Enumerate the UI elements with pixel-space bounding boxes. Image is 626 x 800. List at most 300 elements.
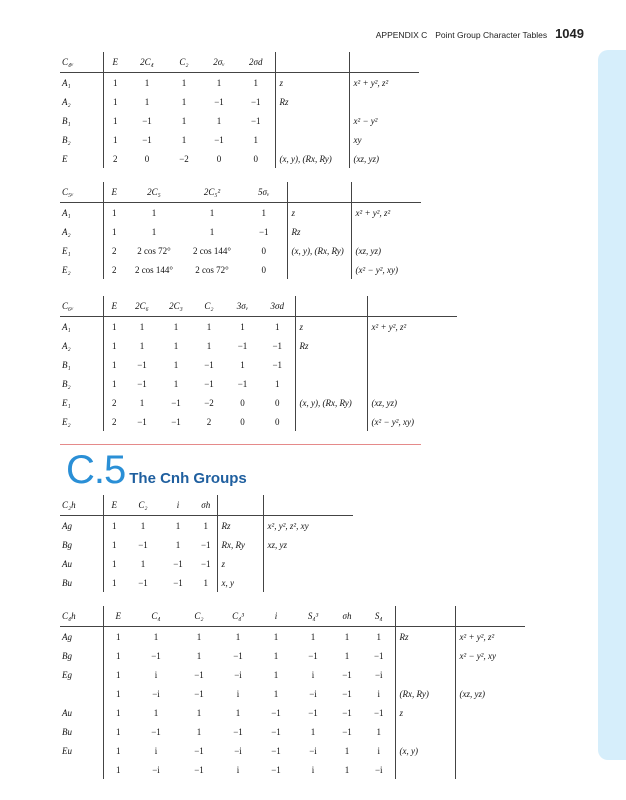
- basis-function: Rz: [217, 516, 263, 536]
- basis-function: [455, 703, 525, 722]
- character-value: 1: [181, 96, 187, 107]
- running-header: [376, 26, 584, 41]
- character-value: −1: [342, 669, 352, 680]
- table-row: [60, 73, 419, 93]
- header-title: Point Group Character Tables: [435, 30, 548, 40]
- character-value: 1: [112, 321, 117, 332]
- basis-function: Rz: [295, 336, 367, 355]
- column-header: [455, 606, 525, 627]
- character-value: 1: [116, 631, 121, 642]
- character-value: 1: [112, 577, 117, 588]
- character-value: −1: [173, 577, 183, 588]
- basis-function: x, y: [217, 573, 263, 592]
- basis-function: (xz, yz): [351, 241, 421, 260]
- basis-function: [395, 665, 455, 684]
- character-value: 1: [112, 539, 117, 550]
- character-value: 0: [216, 153, 222, 164]
- character-value: −i: [309, 745, 317, 756]
- irrep-label: E₁: [60, 393, 103, 412]
- basis-function: x² + y², z²: [351, 203, 421, 223]
- basis-function: (Rx, Ry): [395, 684, 455, 703]
- character-value: −1: [137, 378, 147, 389]
- column-header: C₂: [167, 52, 201, 73]
- character-value: i: [236, 688, 240, 699]
- irrep-label: Bg: [60, 646, 103, 665]
- basis-function: (x² − y², xy): [351, 260, 421, 279]
- basis-function: [287, 260, 351, 279]
- irrep-label: E₂: [60, 412, 103, 431]
- basis-function: (x, y): [395, 741, 455, 760]
- irrep-label: E₁: [60, 241, 103, 260]
- character-value: −1: [233, 650, 243, 661]
- basis-function: [395, 646, 455, 665]
- irrep-label: B₁: [60, 111, 103, 130]
- character-value: 1: [275, 321, 280, 332]
- column-header: 2C₄: [127, 52, 167, 73]
- character-value: −1: [214, 134, 224, 145]
- basis-function: x² − y², xy: [455, 646, 525, 665]
- table-row: [60, 111, 419, 130]
- section-rule: [60, 444, 421, 445]
- basis-function: [295, 374, 367, 393]
- character-value: −1: [272, 340, 283, 351]
- character-value: 1: [206, 321, 212, 332]
- character-value: −1: [271, 707, 281, 718]
- character-value: 1: [173, 321, 179, 332]
- column-header: [217, 495, 263, 516]
- basis-function: x² + y², z²: [367, 317, 457, 337]
- basis-function: z: [217, 554, 263, 573]
- table-row: [60, 374, 457, 393]
- character-value: 1: [175, 539, 181, 550]
- character-value: 1: [116, 745, 121, 756]
- character-value: 2: [113, 153, 118, 164]
- character-value: 1: [144, 96, 150, 107]
- column-header: [349, 52, 419, 73]
- character-value: i: [377, 745, 380, 756]
- page-number: 1049: [555, 26, 584, 41]
- character-value: 0: [144, 153, 150, 164]
- character-value: 1: [112, 226, 117, 237]
- character-value: −1: [151, 650, 161, 661]
- character-value: 1: [173, 378, 179, 389]
- basis-function: (x, y), (Rx, Ry): [287, 241, 351, 260]
- character-value: −1: [171, 416, 181, 427]
- character-value: 1: [376, 631, 381, 642]
- character-value: 2 cos 72°: [137, 245, 171, 256]
- character-value: 1: [203, 577, 208, 588]
- basis-function: z: [295, 317, 367, 337]
- table-header-row: [60, 52, 419, 73]
- basis-function: x² + y², z²: [455, 627, 525, 647]
- column-header: [351, 182, 421, 203]
- table-header-row: [60, 495, 353, 516]
- table-row: [60, 260, 421, 279]
- character-value: −1: [138, 539, 148, 550]
- character-value: −1: [194, 688, 204, 699]
- irrep-label: E₂: [60, 260, 103, 279]
- basis-function: Rz: [275, 92, 349, 111]
- basis-function: (xz, yz): [367, 393, 457, 412]
- character-value: 2 cos 72°: [195, 264, 229, 275]
- irrep-label: A₂: [60, 92, 103, 111]
- column-header: S₄: [363, 606, 395, 627]
- basis-function: Rz: [287, 222, 351, 241]
- character-value: 0: [275, 416, 280, 427]
- table-row: [60, 741, 525, 760]
- basis-function: x² + y², z²: [349, 73, 419, 93]
- character-value: −i: [309, 688, 317, 699]
- character-value: 1: [181, 115, 187, 126]
- column-header: C₆ᵥ: [60, 296, 103, 317]
- character-value: 1: [235, 631, 241, 642]
- column-header: C₂: [179, 606, 219, 627]
- irrep-label: E: [60, 149, 103, 168]
- character-value: 1: [113, 134, 118, 145]
- character-value: 1: [273, 650, 279, 661]
- column-header: σh: [331, 606, 363, 627]
- character-value: 2: [112, 416, 117, 427]
- character-value: 1: [253, 134, 258, 145]
- table-row: [60, 516, 353, 536]
- irrep-label: Au: [60, 703, 103, 722]
- basis-function: [367, 336, 457, 355]
- table-row: [60, 355, 457, 374]
- table-row: [60, 703, 525, 722]
- character-value: 1: [209, 207, 215, 218]
- irrep-label: A₂: [60, 222, 103, 241]
- section-heading: [66, 448, 247, 493]
- table-row: [60, 554, 353, 573]
- column-header: [275, 52, 349, 73]
- basis-function: [455, 722, 525, 741]
- irrep-label: A₁: [60, 203, 103, 223]
- character-value: −1: [342, 726, 352, 737]
- basis-function: xy: [349, 130, 419, 149]
- character-value: −1: [204, 378, 214, 389]
- character-value: 1: [181, 134, 187, 145]
- character-value: 2: [112, 264, 117, 275]
- character-value: −1: [194, 745, 204, 756]
- column-header: [367, 296, 457, 317]
- character-value: −i: [234, 669, 242, 680]
- character-value: −1: [342, 688, 352, 699]
- irrep-label: [60, 760, 103, 779]
- table-row: [60, 412, 457, 431]
- character-value: 1: [112, 520, 117, 531]
- character-value: −1: [151, 726, 161, 737]
- character-value: 1: [196, 631, 202, 642]
- basis-function: (xz, yz): [455, 684, 525, 703]
- character-value: 1: [275, 378, 280, 389]
- basis-function: z: [275, 73, 349, 93]
- character-value: 2: [112, 397, 117, 408]
- column-header: C₂h: [60, 495, 103, 516]
- character-value: 1: [344, 631, 350, 642]
- column-header: 2C₅: [125, 182, 183, 203]
- c2h-character-table: [60, 495, 353, 592]
- character-value: 1: [116, 650, 121, 661]
- c4v-character-table: [60, 52, 419, 168]
- column-header: C₅ᵥ: [60, 182, 103, 203]
- character-value: −i: [374, 669, 383, 680]
- character-value: 1: [203, 520, 208, 531]
- character-value: 1: [273, 688, 279, 699]
- irrep-label: Ag: [60, 516, 103, 536]
- irrep-label: B₁: [60, 355, 103, 374]
- character-value: 1: [173, 340, 179, 351]
- character-value: −1: [237, 340, 248, 351]
- character-value: 1: [240, 359, 245, 370]
- character-value: −1: [194, 669, 204, 680]
- column-header: 5σᵥ: [241, 182, 287, 203]
- column-header: σh: [195, 495, 217, 516]
- irrep-label: A₁: [60, 73, 103, 93]
- basis-function: (x, y), (Rx, Ry): [275, 149, 349, 168]
- character-value: 1: [113, 115, 118, 126]
- basis-function: [367, 374, 457, 393]
- basis-function: Rx, Ry: [217, 535, 263, 554]
- irrep-label: Eu: [60, 741, 103, 760]
- column-header: E: [103, 182, 125, 203]
- irrep-label: Bu: [60, 722, 103, 741]
- character-value: −1: [271, 745, 281, 756]
- character-value: −1: [137, 359, 147, 370]
- basis-function: [367, 355, 457, 374]
- character-value: −1: [138, 577, 148, 588]
- character-value: 0: [240, 416, 245, 427]
- character-value: −1: [204, 359, 214, 370]
- table-header-row: [60, 182, 421, 203]
- irrep-label: Bg: [60, 535, 103, 554]
- section-number: C.5: [66, 448, 126, 492]
- side-tab: [598, 50, 626, 760]
- character-value: 1: [116, 726, 121, 737]
- character-value: 1: [116, 688, 121, 699]
- character-value: 1: [139, 397, 145, 408]
- character-value: 1: [153, 707, 159, 718]
- character-value: 1: [206, 340, 212, 351]
- table-row: [60, 317, 457, 337]
- basis-function: [351, 222, 421, 241]
- column-header: i: [257, 606, 295, 627]
- section-title: The Cnh Groups: [129, 470, 247, 487]
- basis-function: [263, 573, 353, 592]
- table-row: [60, 203, 421, 223]
- character-value: −i: [234, 745, 242, 756]
- character-value: 0: [261, 245, 266, 256]
- column-header: C₄: [133, 606, 179, 627]
- character-value: 2 cos 144°: [134, 264, 174, 275]
- character-value: −1: [271, 764, 281, 775]
- character-value: −1: [272, 359, 283, 370]
- character-value: 0: [261, 264, 266, 275]
- character-value: 1: [116, 707, 121, 718]
- character-value: −1: [142, 115, 152, 126]
- character-value: 1: [376, 726, 381, 737]
- basis-function: Rz: [395, 627, 455, 647]
- character-value: i: [311, 669, 315, 680]
- character-value: 1: [116, 764, 121, 775]
- column-header: 2C₆: [125, 296, 159, 317]
- basis-function: [455, 741, 525, 760]
- character-value: −1: [171, 397, 181, 408]
- irrep-label: Au: [60, 554, 103, 573]
- table-header-row: [60, 606, 525, 627]
- character-value: 1: [112, 558, 117, 569]
- basis-function: z: [395, 703, 455, 722]
- character-value: 1: [140, 558, 146, 569]
- character-value: 1: [140, 520, 146, 531]
- character-value: −i: [374, 764, 383, 775]
- character-value: 1: [216, 77, 222, 88]
- irrep-label: Ag: [60, 627, 103, 647]
- character-value: −1: [250, 115, 261, 126]
- character-value: −1: [200, 539, 211, 550]
- character-value: −1: [173, 558, 183, 569]
- character-value: 1: [344, 650, 350, 661]
- basis-function: [295, 355, 367, 374]
- basis-function: [455, 760, 525, 779]
- column-header: 2σd: [237, 52, 275, 73]
- character-value: 0: [253, 153, 258, 164]
- table-row: [60, 646, 525, 665]
- character-value: 0: [275, 397, 280, 408]
- character-value: −1: [308, 650, 318, 661]
- basis-function: z: [287, 203, 351, 223]
- character-value: 1: [112, 378, 117, 389]
- column-header: C₂: [193, 296, 225, 317]
- character-value: −1: [271, 726, 281, 737]
- character-value: −2: [179, 153, 189, 164]
- character-value: −1: [373, 707, 384, 718]
- basis-function: [275, 111, 349, 130]
- basis-function: [349, 92, 419, 111]
- table-row: [60, 665, 525, 684]
- character-value: −1: [308, 707, 318, 718]
- character-value: 1: [116, 669, 121, 680]
- character-value: 1: [253, 77, 258, 88]
- character-value: 1: [113, 77, 118, 88]
- column-header: S₄³: [295, 606, 331, 627]
- c6v-character-table: [60, 296, 457, 431]
- basis-function: x², y², z², xy: [263, 516, 353, 536]
- table-row: [60, 92, 419, 111]
- irrep-label: [60, 684, 103, 703]
- character-value: −2: [204, 397, 214, 408]
- irrep-label: B₂: [60, 130, 103, 149]
- basis-function: [455, 665, 525, 684]
- table-row: [60, 336, 457, 355]
- table-row: [60, 573, 353, 592]
- character-value: 0: [240, 397, 245, 408]
- character-value: i: [311, 764, 315, 775]
- column-header: i: [161, 495, 195, 516]
- character-value: −1: [214, 96, 224, 107]
- character-value: −1: [194, 764, 204, 775]
- character-value: i: [154, 669, 158, 680]
- table-header-row: [60, 296, 457, 317]
- basis-function: [395, 722, 455, 741]
- irrep-label: A₁: [60, 317, 103, 337]
- character-value: 1: [112, 207, 117, 218]
- basis-function: x² − y²: [349, 111, 419, 130]
- c4h-character-table: [60, 606, 525, 779]
- character-value: 1: [310, 631, 316, 642]
- character-value: 1: [310, 726, 316, 737]
- character-value: −1: [342, 707, 352, 718]
- character-value: −1: [373, 650, 384, 661]
- column-header: 2C₃: [159, 296, 193, 317]
- table-row: [60, 684, 525, 703]
- character-value: −i: [152, 688, 160, 699]
- character-value: 1: [196, 726, 202, 737]
- character-value: 1: [196, 707, 202, 718]
- irrep-label: Eg: [60, 665, 103, 684]
- irrep-label: B₂: [60, 374, 103, 393]
- column-header: E: [103, 495, 125, 516]
- column-header: C₄³: [219, 606, 257, 627]
- character-value: i: [377, 688, 380, 699]
- column-header: [287, 182, 351, 203]
- basis-function: [263, 554, 353, 573]
- character-value: 1: [273, 631, 279, 642]
- column-header: [295, 296, 367, 317]
- character-value: 1: [112, 359, 117, 370]
- character-value: −i: [152, 764, 160, 775]
- table-row: [60, 241, 421, 260]
- basis-function: [295, 412, 367, 431]
- column-header: E: [103, 606, 133, 627]
- character-value: 1: [153, 631, 159, 642]
- character-value: 2 cos 144°: [192, 245, 232, 256]
- character-value: 1: [151, 226, 157, 237]
- character-value: 1: [181, 77, 187, 88]
- irrep-label: Bu: [60, 573, 103, 592]
- character-value: 1: [113, 96, 118, 107]
- basis-function: (x² − y², xy): [367, 412, 457, 431]
- character-value: 1: [151, 207, 157, 218]
- table-row: [60, 393, 457, 412]
- character-value: −1: [258, 226, 269, 237]
- character-value: 1: [273, 669, 279, 680]
- character-value: 1: [235, 707, 241, 718]
- character-value: 1: [344, 745, 350, 756]
- character-value: −1: [237, 378, 248, 389]
- character-value: 1: [209, 226, 215, 237]
- character-value: 1: [139, 340, 145, 351]
- character-value: 1: [175, 520, 181, 531]
- table-row: [60, 760, 525, 779]
- character-value: 1: [196, 650, 202, 661]
- column-header: C₄ᵥ: [60, 52, 103, 73]
- character-value: 1: [144, 77, 150, 88]
- character-value: −1: [233, 726, 243, 737]
- character-value: 2: [112, 245, 117, 256]
- c5v-character-table: [60, 182, 421, 279]
- column-header: E: [103, 296, 125, 317]
- character-value: 1: [216, 115, 222, 126]
- basis-function: (x, y), (Rx, Ry): [295, 393, 367, 412]
- column-header: 2σᵥ: [201, 52, 237, 73]
- basis-function: [395, 760, 455, 779]
- basis-function: [275, 130, 349, 149]
- column-header: 3σd: [260, 296, 295, 317]
- column-header: [395, 606, 455, 627]
- column-header: C₂: [125, 495, 161, 516]
- character-value: i: [154, 745, 158, 756]
- character-value: −1: [142, 134, 152, 145]
